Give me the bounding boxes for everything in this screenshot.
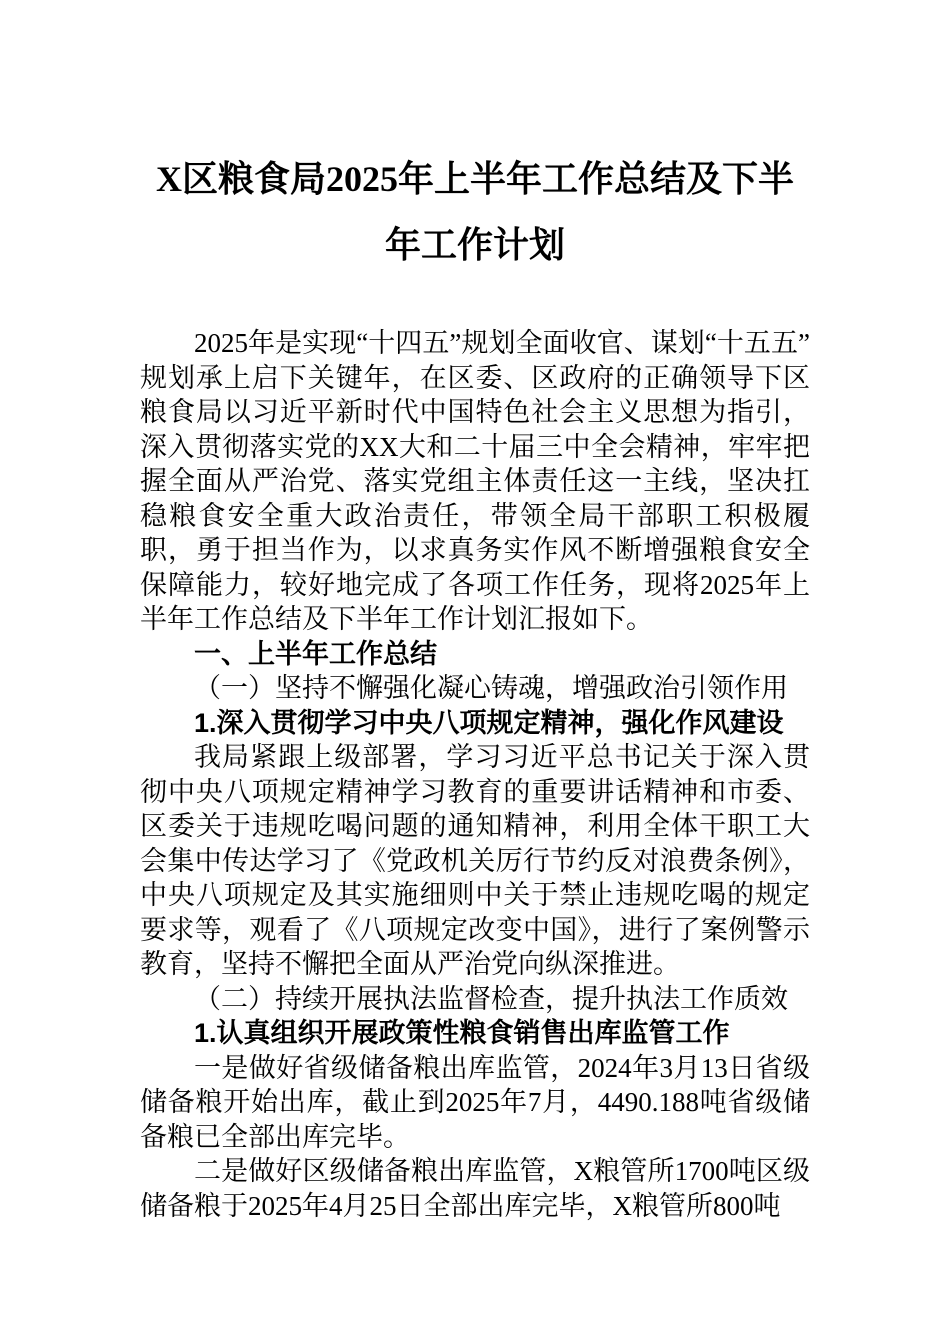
numbered-heading-eight-regulations: 1.深入贯彻学习中央八项规定精神，强化作风建设 <box>194 707 784 738</box>
body-paragraph-district-reserve: 二是做好区级储备粮出库监管，X粮管所1700吨区级储备粮于2025年4月25日全部出库完毕，X粮管所800吨 <box>140 1156 810 1221</box>
subsection-heading-political-guidance: （一）坚持不懈强化凝心铸魂，增强政治引领作用 <box>194 673 788 703</box>
document-title: X区粮食局2025年上半年工作总结及下半年工作计划 <box>156 159 794 265</box>
intro-paragraph: 2025年是实现“十四五”规划全面收官、谋划“十五五”规划承上启下关键年，在区委、区政府的正确领导下区粮食局以习近平新时代中国特色社会主义思想为指引，深入贯彻落实党的XX大和二十届三中全会精神，牢牢把握全面从严治党、落实党组主体责任这一主线，坚决扛稳粮食安全重大政治责任，带领全局干部职工积极履职，勇于担当作为，以求真务实作风不断增强粮食安全保障能力，较好地完成了各项工作任务，现将2025年上半年工作总结及下半年工作计划汇报如下。 <box>140 328 810 634</box>
numbered-heading-grain-outbound-supervision: 1.认真组织开展政策性粮食销售出库监管工作 <box>194 1018 730 1048</box>
body-paragraph-provincial-reserve: 一是做好省级储备粮出库监管，2024年3月13日省级储备粮开始出库，截止到2025年7月，4490.188吨省级储备粮已全部出库完毕。 <box>140 1052 810 1152</box>
body-paragraph-study: 我局紧跟上级部署，学习习近平总书记关于深入贯彻中央八项规定精神学习教育的重要讲话精神和市委、区委关于违规吃喝问题的通知精神，利用全体干职工大会集中传达学习了《党政机关厉行节约反对浪费条例》，中央八项规定及其实施细则中关于禁止违规吃喝的规定要求等，观看了《八项规定改变中国》，进行了案例警示教育，坚持不懈把全面从严治党向纵深推进。 <box>140 742 810 979</box>
section-heading-first-half-summary: 一、上半年工作总结 <box>194 638 437 669</box>
subsection-heading-law-enforcement: （二）持续开展执法监督检查，提升执法工作质效 <box>194 983 788 1014</box>
